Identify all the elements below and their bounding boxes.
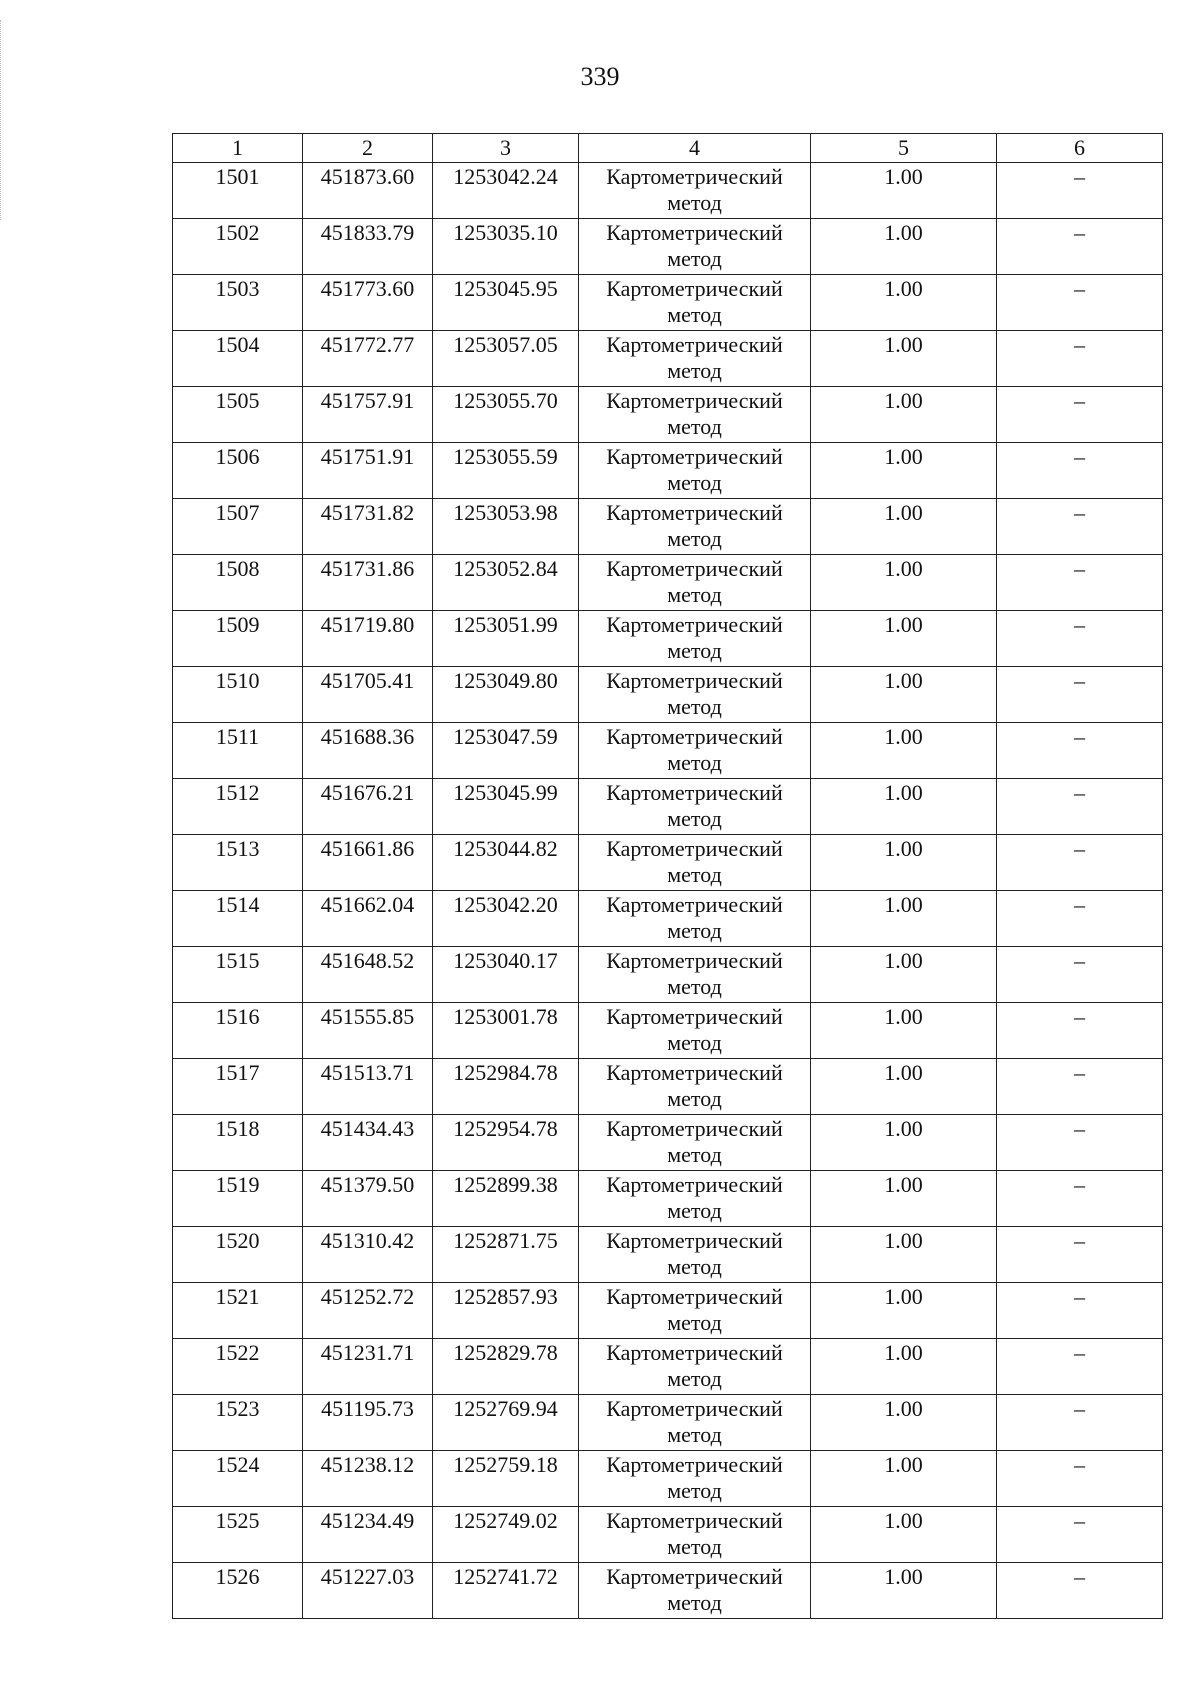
method-line-2: метод <box>667 1086 722 1111</box>
note-cell: – <box>997 1115 1163 1171</box>
accuracy-cell: 1.00 <box>811 1003 997 1059</box>
table-row <box>173 835 1163 891</box>
x-coordinate-cell: 451662.04 <box>303 891 433 947</box>
y-coordinate-cell: 1253047.59 <box>433 723 579 779</box>
note-cell: – <box>997 1451 1163 1507</box>
y-coordinate-cell: 1252741.72 <box>433 1563 579 1619</box>
method-line-2: метод <box>667 1422 722 1447</box>
note-cell: – <box>997 1227 1163 1283</box>
point-number-cell: 1506 <box>173 443 303 499</box>
table-row <box>173 667 1163 723</box>
point-number-cell: 1509 <box>173 611 303 667</box>
method-cell <box>579 219 811 275</box>
method-line-1: Картометрический <box>606 1564 783 1589</box>
scan-edge-marks <box>0 20 5 220</box>
x-coordinate-cell: 451310.42 <box>303 1227 433 1283</box>
method-cell <box>579 331 811 387</box>
method-line-1: Картометрический <box>606 556 783 581</box>
method-line-1: Картометрический <box>606 1284 783 1309</box>
method-line-1: Картометрический <box>606 500 783 525</box>
accuracy-cell: 1.00 <box>811 835 997 891</box>
point-number-cell: 1520 <box>173 1227 303 1283</box>
table-row <box>173 891 1163 947</box>
method-line-2: метод <box>667 1366 722 1391</box>
table-row <box>173 947 1163 1003</box>
note-cell: – <box>997 387 1163 443</box>
point-number-cell: 1525 <box>173 1507 303 1563</box>
method-line-2: метод <box>667 862 722 887</box>
method-cell <box>579 611 811 667</box>
accuracy-cell: 1.00 <box>811 1507 997 1563</box>
method-line-1: Картометрический <box>606 612 783 637</box>
y-coordinate-cell: 1253042.24 <box>433 163 579 219</box>
x-coordinate-cell: 451661.86 <box>303 835 433 891</box>
y-coordinate-cell: 1252759.18 <box>433 1451 579 1507</box>
note-cell: – <box>997 499 1163 555</box>
table-row <box>173 611 1163 667</box>
y-coordinate-cell: 1253057.05 <box>433 331 579 387</box>
x-coordinate-cell: 451757.91 <box>303 387 433 443</box>
y-coordinate-cell: 1253045.95 <box>433 275 579 331</box>
method-line-2: метод <box>667 918 722 943</box>
table-row <box>173 331 1163 387</box>
method-cell <box>579 1171 811 1227</box>
header-cell-3: 3 <box>433 134 579 163</box>
point-number-cell: 1521 <box>173 1283 303 1339</box>
method-line-1: Картометрический <box>606 668 783 693</box>
method-cell <box>579 1507 811 1563</box>
table-row <box>173 1283 1163 1339</box>
method-cell <box>579 443 811 499</box>
accuracy-cell: 1.00 <box>811 1227 997 1283</box>
y-coordinate-cell: 1253045.99 <box>433 779 579 835</box>
method-line-1: Картометрический <box>606 780 783 805</box>
method-line-1: Картометрический <box>606 724 783 749</box>
accuracy-cell: 1.00 <box>811 1115 997 1171</box>
method-line-2: метод <box>667 694 722 719</box>
x-coordinate-cell: 451648.52 <box>303 947 433 1003</box>
x-coordinate-cell: 451719.80 <box>303 611 433 667</box>
method-line-1: Картометрический <box>606 1172 783 1197</box>
accuracy-cell: 1.00 <box>811 387 997 443</box>
point-number-cell: 1522 <box>173 1339 303 1395</box>
table-row <box>173 275 1163 331</box>
method-line-2: метод <box>667 302 722 327</box>
method-line-1: Картометрический <box>606 1004 783 1029</box>
method-line-2: метод <box>667 1310 722 1335</box>
table-row <box>173 1115 1163 1171</box>
table-row <box>173 555 1163 611</box>
note-cell: – <box>997 611 1163 667</box>
method-cell <box>579 1395 811 1451</box>
y-coordinate-cell: 1252899.38 <box>433 1171 579 1227</box>
point-number-cell: 1501 <box>173 163 303 219</box>
point-number-cell: 1514 <box>173 891 303 947</box>
method-cell <box>579 1451 811 1507</box>
y-coordinate-cell: 1252749.02 <box>433 1507 579 1563</box>
note-cell: – <box>997 555 1163 611</box>
point-number-cell: 1512 <box>173 779 303 835</box>
method-line-1: Картометрический <box>606 388 783 413</box>
method-line-2: метод <box>667 1534 722 1559</box>
y-coordinate-cell: 1253051.99 <box>433 611 579 667</box>
method-line-2: метод <box>667 1142 722 1167</box>
x-coordinate-cell: 451873.60 <box>303 163 433 219</box>
method-line-1: Картометрический <box>606 892 783 917</box>
point-number-cell: 1524 <box>173 1451 303 1507</box>
method-cell <box>579 275 811 331</box>
y-coordinate-cell: 1253049.80 <box>433 667 579 723</box>
method-line-1: Картометрический <box>606 1452 783 1477</box>
point-number-cell: 1526 <box>173 1563 303 1619</box>
method-line-1: Картометрический <box>606 836 783 861</box>
x-coordinate-cell: 451751.91 <box>303 443 433 499</box>
method-line-2: метод <box>667 358 722 383</box>
method-line-1: Картометрический <box>606 1228 783 1253</box>
y-coordinate-cell: 1252857.93 <box>433 1283 579 1339</box>
x-coordinate-cell: 451676.21 <box>303 779 433 835</box>
x-coordinate-cell: 451234.49 <box>303 1507 433 1563</box>
note-cell: – <box>997 1059 1163 1115</box>
x-coordinate-cell: 451833.79 <box>303 219 433 275</box>
x-coordinate-cell: 451555.85 <box>303 1003 433 1059</box>
table-row <box>173 1339 1163 1395</box>
method-line-2: метод <box>667 414 722 439</box>
y-coordinate-cell: 1253040.17 <box>433 947 579 1003</box>
accuracy-cell: 1.00 <box>811 555 997 611</box>
point-number-cell: 1519 <box>173 1171 303 1227</box>
point-number-cell: 1511 <box>173 723 303 779</box>
method-cell <box>579 723 811 779</box>
table-row <box>173 443 1163 499</box>
table-row <box>173 1227 1163 1283</box>
note-cell: – <box>997 219 1163 275</box>
note-cell: – <box>997 1507 1163 1563</box>
x-coordinate-cell: 451231.71 <box>303 1339 433 1395</box>
method-line-2: метод <box>667 638 722 663</box>
method-line-1: Картометрический <box>606 1060 783 1085</box>
method-cell <box>579 499 811 555</box>
note-cell: – <box>997 947 1163 1003</box>
accuracy-cell: 1.00 <box>811 1451 997 1507</box>
y-coordinate-cell: 1253052.84 <box>433 555 579 611</box>
method-cell <box>579 1227 811 1283</box>
note-cell: – <box>997 835 1163 891</box>
x-coordinate-cell: 451731.82 <box>303 499 433 555</box>
note-cell: – <box>997 275 1163 331</box>
table-row <box>173 1395 1163 1451</box>
method-cell <box>579 1563 811 1619</box>
note-cell: – <box>997 667 1163 723</box>
method-line-1: Картометрический <box>606 276 783 301</box>
note-cell: – <box>997 1339 1163 1395</box>
note-cell: – <box>997 331 1163 387</box>
accuracy-cell: 1.00 <box>811 1339 997 1395</box>
method-cell <box>579 1339 811 1395</box>
method-line-2: метод <box>667 246 722 271</box>
accuracy-cell: 1.00 <box>811 611 997 667</box>
method-line-1: Картометрический <box>606 1396 783 1421</box>
point-number-cell: 1502 <box>173 219 303 275</box>
method-cell <box>579 387 811 443</box>
method-cell <box>579 1003 811 1059</box>
method-line-2: метод <box>667 190 722 215</box>
method-line-2: метод <box>667 470 722 495</box>
header-cell-1: 1 <box>173 134 303 163</box>
method-cell <box>579 1283 811 1339</box>
point-number-cell: 1505 <box>173 387 303 443</box>
note-cell: – <box>997 891 1163 947</box>
note-cell: – <box>997 1563 1163 1619</box>
accuracy-cell: 1.00 <box>811 499 997 555</box>
note-cell: – <box>997 443 1163 499</box>
note-cell: – <box>997 163 1163 219</box>
accuracy-cell: 1.00 <box>811 219 997 275</box>
x-coordinate-cell: 451773.60 <box>303 275 433 331</box>
accuracy-cell: 1.00 <box>811 275 997 331</box>
point-number-cell: 1515 <box>173 947 303 1003</box>
point-number-cell: 1518 <box>173 1115 303 1171</box>
method-cell <box>579 835 811 891</box>
accuracy-cell: 1.00 <box>811 947 997 1003</box>
table-row <box>173 1507 1163 1563</box>
method-line-1: Картометрический <box>606 948 783 973</box>
y-coordinate-cell: 1252954.78 <box>433 1115 579 1171</box>
point-number-cell: 1507 <box>173 499 303 555</box>
accuracy-cell: 1.00 <box>811 1171 997 1227</box>
note-cell: – <box>997 1395 1163 1451</box>
point-number-cell: 1508 <box>173 555 303 611</box>
method-line-2: метод <box>667 974 722 999</box>
method-line-2: метод <box>667 526 722 551</box>
y-coordinate-cell: 1253035.10 <box>433 219 579 275</box>
note-cell: – <box>997 1003 1163 1059</box>
method-line-2: метод <box>667 750 722 775</box>
y-coordinate-cell: 1252871.75 <box>433 1227 579 1283</box>
page-number: 339 <box>580 62 620 91</box>
method-cell <box>579 779 811 835</box>
accuracy-cell: 1.00 <box>811 891 997 947</box>
method-line-2: метод <box>667 1254 722 1279</box>
header-cell-6: 6 <box>997 134 1163 163</box>
x-coordinate-cell: 451238.12 <box>303 1451 433 1507</box>
accuracy-cell: 1.00 <box>811 163 997 219</box>
table-row <box>173 1451 1163 1507</box>
table-row <box>173 1059 1163 1115</box>
note-cell: – <box>997 1171 1163 1227</box>
x-coordinate-cell: 451227.03 <box>303 1563 433 1619</box>
method-line-2: метод <box>667 1590 722 1615</box>
header-cell-2: 2 <box>303 134 433 163</box>
table-row <box>173 163 1163 219</box>
coordinates-table <box>172 133 1163 1619</box>
method-cell <box>579 1059 811 1115</box>
method-line-1: Картометрический <box>606 1508 783 1533</box>
method-line-1: Картометрический <box>606 164 783 189</box>
header-cell-5: 5 <box>811 134 997 163</box>
y-coordinate-cell: 1252984.78 <box>433 1059 579 1115</box>
method-cell <box>579 891 811 947</box>
point-number-cell: 1516 <box>173 1003 303 1059</box>
y-coordinate-cell: 1253044.82 <box>433 835 579 891</box>
table-row <box>173 499 1163 555</box>
note-cell: – <box>997 779 1163 835</box>
point-number-cell: 1513 <box>173 835 303 891</box>
point-number-cell: 1504 <box>173 331 303 387</box>
method-cell <box>579 947 811 1003</box>
method-line-1: Картометрический <box>606 332 783 357</box>
x-coordinate-cell: 451772.77 <box>303 331 433 387</box>
method-line-2: метод <box>667 582 722 607</box>
method-line-1: Картометрический <box>606 1116 783 1141</box>
y-coordinate-cell: 1253042.20 <box>433 891 579 947</box>
method-cell <box>579 555 811 611</box>
accuracy-cell: 1.00 <box>811 1059 997 1115</box>
accuracy-cell: 1.00 <box>811 1563 997 1619</box>
method-cell <box>579 667 811 723</box>
method-cell <box>579 163 811 219</box>
table-body <box>173 134 1163 1619</box>
table-row <box>173 387 1163 443</box>
x-coordinate-cell: 451379.50 <box>303 1171 433 1227</box>
accuracy-cell: 1.00 <box>811 1283 997 1339</box>
y-coordinate-cell: 1253001.78 <box>433 1003 579 1059</box>
y-coordinate-cell: 1253053.98 <box>433 499 579 555</box>
note-cell: – <box>997 1283 1163 1339</box>
table-row <box>173 779 1163 835</box>
table-row <box>173 219 1163 275</box>
x-coordinate-cell: 451688.36 <box>303 723 433 779</box>
method-line-1: Картометрический <box>606 1340 783 1365</box>
table-header-row <box>173 134 1163 163</box>
accuracy-cell: 1.00 <box>811 723 997 779</box>
y-coordinate-cell: 1252769.94 <box>433 1395 579 1451</box>
point-number-cell: 1517 <box>173 1059 303 1115</box>
method-line-2: метод <box>667 806 722 831</box>
method-line-2: метод <box>667 1478 722 1503</box>
x-coordinate-cell: 451252.72 <box>303 1283 433 1339</box>
accuracy-cell: 1.00 <box>811 331 997 387</box>
x-coordinate-cell: 451513.71 <box>303 1059 433 1115</box>
note-cell: – <box>997 723 1163 779</box>
x-coordinate-cell: 451705.41 <box>303 667 433 723</box>
table-row <box>173 723 1163 779</box>
point-number-cell: 1503 <box>173 275 303 331</box>
point-number-cell: 1523 <box>173 1395 303 1451</box>
y-coordinate-cell: 1253055.70 <box>433 387 579 443</box>
table-row <box>173 1171 1163 1227</box>
y-coordinate-cell: 1252829.78 <box>433 1339 579 1395</box>
table-row <box>173 1003 1163 1059</box>
accuracy-cell: 1.00 <box>811 443 997 499</box>
accuracy-cell: 1.00 <box>811 779 997 835</box>
method-line-2: метод <box>667 1030 722 1055</box>
table-row <box>173 1563 1163 1619</box>
x-coordinate-cell: 451195.73 <box>303 1395 433 1451</box>
y-coordinate-cell: 1253055.59 <box>433 443 579 499</box>
x-coordinate-cell: 451434.43 <box>303 1115 433 1171</box>
point-number-cell: 1510 <box>173 667 303 723</box>
header-cell-4: 4 <box>579 134 811 163</box>
method-line-1: Картометрический <box>606 220 783 245</box>
method-cell <box>579 1115 811 1171</box>
accuracy-cell: 1.00 <box>811 1395 997 1451</box>
accuracy-cell: 1.00 <box>811 667 997 723</box>
x-coordinate-cell: 451731.86 <box>303 555 433 611</box>
method-line-2: метод <box>667 1198 722 1223</box>
method-line-1: Картометрический <box>606 444 783 469</box>
